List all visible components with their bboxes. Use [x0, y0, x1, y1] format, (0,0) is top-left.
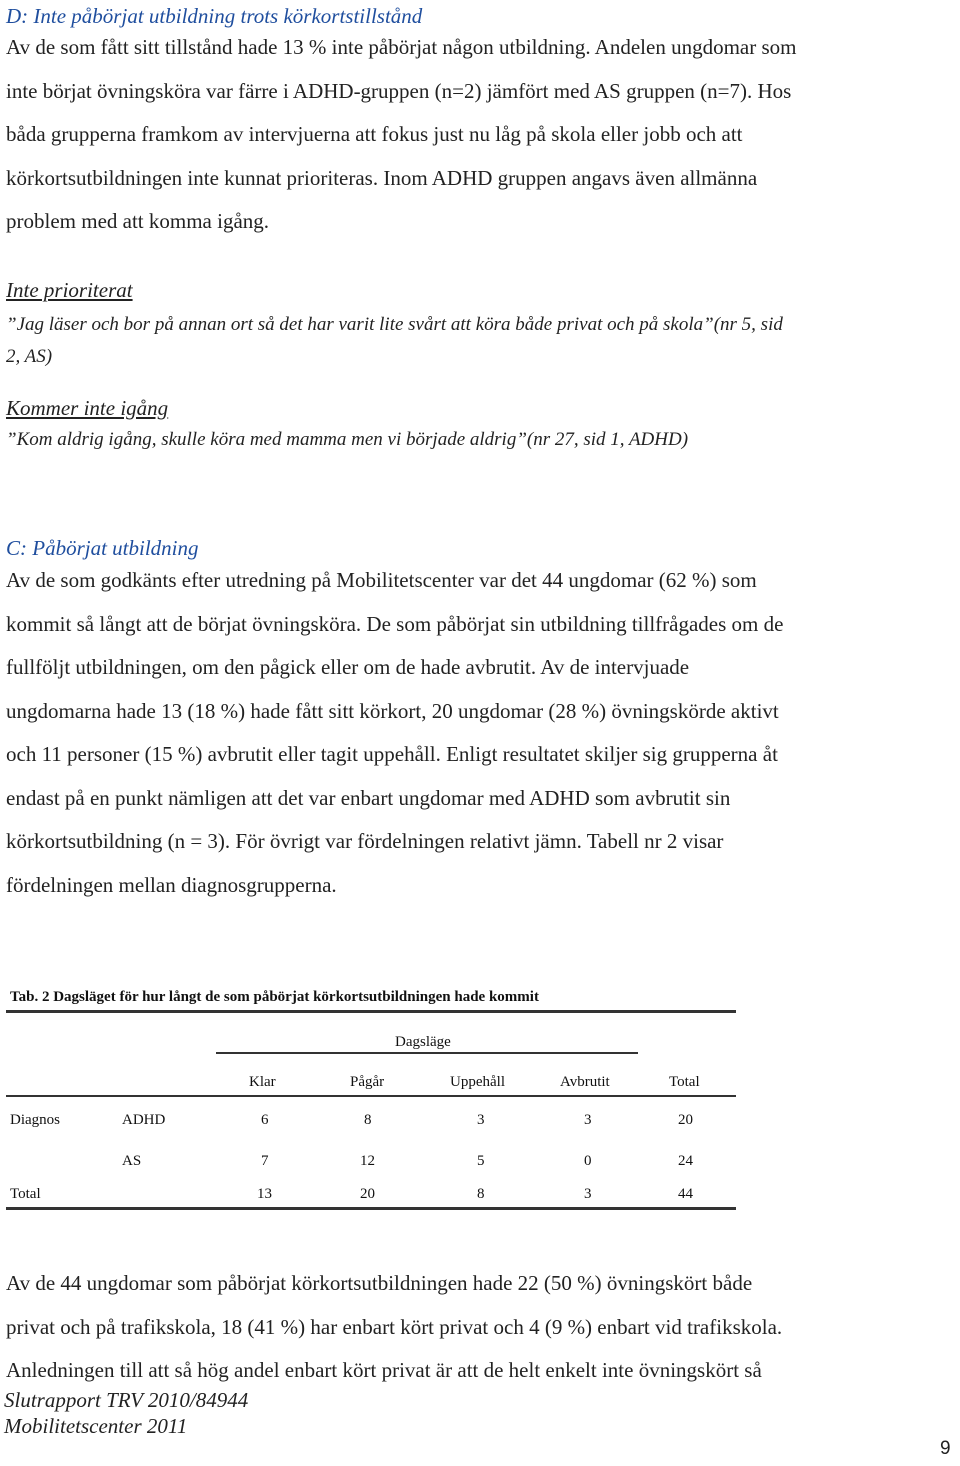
- paragraph-line: privat och på trafikskola, 18 (41 %) har enbart kört privat och 4 (9 %) enbart vid trafikskola.: [6, 1314, 783, 1339]
- table-cell: 44: [678, 1186, 693, 1202]
- column-header-klar: Klar: [249, 1074, 276, 1090]
- paragraph-line: båda grupperna framkom av intervjuerna att fokus just nu låg på skola eller jobb och att: [6, 122, 743, 146]
- table-title: Tab. 2 Dagsläget för hur långt de som påbörjat körkortsutbildningen hade kommit: [10, 989, 539, 1005]
- table-cell: 7: [261, 1153, 269, 1169]
- footer-organization: Mobilitetscenter 2011: [4, 1414, 188, 1438]
- paragraph-line: och 11 personer (15 %) avbrutit eller tagit uppehåll. Enligt resultatet skiljer sig grupperna åt: [6, 742, 778, 766]
- table-cell: 13: [257, 1186, 272, 1202]
- table-cell: 8: [477, 1186, 485, 1202]
- column-header-pagar: Pågår: [350, 1074, 385, 1090]
- table-cell: 12: [360, 1153, 375, 1169]
- paragraph-line: Av de 44 ungdomar som påbörjat körkortsutbildningen hade 22 (50 %) övningskört både: [6, 1271, 753, 1295]
- table-cell: 3: [584, 1186, 592, 1202]
- quote-line: ”Jag läser och bor på annan ort så det har varit lite svårt att köra både privat och på skola”(nr 5, sid: [6, 314, 783, 335]
- section-c-heading: C: Påbörjat utbildning: [6, 536, 199, 560]
- table-group-header: Dagsläge: [395, 1034, 451, 1050]
- paragraph-line: fördelningen mellan diagnosgrupperna.: [6, 872, 337, 897]
- table-group-rule: [216, 1052, 638, 1054]
- quote-line: 2, AS): [6, 346, 53, 367]
- paragraph-line: problem med att komma igång.: [6, 209, 270, 233]
- row-label: AS: [122, 1153, 142, 1169]
- paragraph-line: ungdomarna hade 13 (18 %) hade fått sitt körkort, 20 ungdomar (28 %) övningskörde aktivt: [6, 698, 779, 723]
- section-d-paragraph: [6, 26, 951, 244]
- paragraph-line: Av de som fått sitt tillstånd hade 13 % inte påbörjat någon utbildning. Andelen ungdomar som: [6, 35, 797, 59]
- table-cell: 6: [261, 1112, 269, 1128]
- table-top-rule: [6, 1010, 736, 1013]
- paragraph-line: inte börjat övningsköra var färre i ADHD-gruppen (n=2) jämfört med AS gruppen (n=7). Hos: [6, 78, 792, 103]
- row-group-label: Diagnos: [10, 1112, 60, 1128]
- table-cell: 8: [364, 1112, 372, 1128]
- table-header-rule: [6, 1095, 736, 1097]
- paragraph-line: körkortsutbildning (n = 3). För övrigt var fördelningen relativt jämn. Tabell nr 2 visar: [6, 829, 724, 853]
- subheading-inte-prioriterat: Inte prioriterat: [6, 278, 133, 302]
- table-bottom-rule: [6, 1207, 736, 1210]
- page-number: 9: [940, 1438, 951, 1459]
- closing-paragraph: [6, 1262, 951, 1393]
- paragraph-line: körkortsutbildningen inte kunnat prioriteras. Inom ADHD gruppen angavs även allmänna: [6, 165, 758, 190]
- footer-report-id: Slutrapport TRV 2010/84944: [4, 1388, 249, 1412]
- table-cell: 20: [360, 1186, 375, 1202]
- table-cell: 5: [477, 1153, 485, 1169]
- paragraph-line: Anledningen till att så hög andel enbart kört privat är att de helt enkelt inte övningskört så: [6, 1358, 762, 1382]
- quote-kommer-inte-igang: ”Kom aldrig igång, skulle köra med mamma men vi började aldrig”(nr 27, sid 1, ADHD): [6, 429, 689, 450]
- row-label: ADHD: [122, 1112, 166, 1128]
- table-cell: 24: [678, 1153, 693, 1169]
- section-c-paragraph: [6, 559, 951, 907]
- paragraph-line: Av de som godkänts efter utredning på Mobilitetscenter var det 44 ungdomar (62 %) som: [6, 568, 757, 592]
- column-header-total: Total: [669, 1074, 700, 1090]
- column-header-avbrutit: Avbrutit: [560, 1074, 610, 1090]
- paragraph-line: endast på en punkt nämligen att det var enbart ungdomar med ADHD som avbrutit sin: [6, 785, 731, 810]
- row-label: Total: [10, 1186, 41, 1202]
- table-cell: 3: [477, 1112, 485, 1128]
- subheading-kommer-inte-igang: Kommer inte igång: [6, 396, 169, 420]
- quote-inte-prioriterat: [6, 309, 783, 373]
- table-cell: 0: [584, 1153, 592, 1169]
- paragraph-line: fullföljt utbildningen, om den pågick eller om de hade avbrutit. Av de intervjuade: [6, 655, 690, 679]
- paragraph-line: kommit så långt att de börjat övningsköra. De som påbörjat sin utbildning tillfrågades om de: [6, 611, 784, 636]
- table-cell: 20: [678, 1112, 693, 1128]
- column-header-uppehall: Uppehåll: [450, 1074, 505, 1090]
- table-cell: 3: [584, 1112, 592, 1128]
- section-d-heading: D: Inte påbörjat utbildning trots körkortstillstånd: [6, 4, 423, 28]
